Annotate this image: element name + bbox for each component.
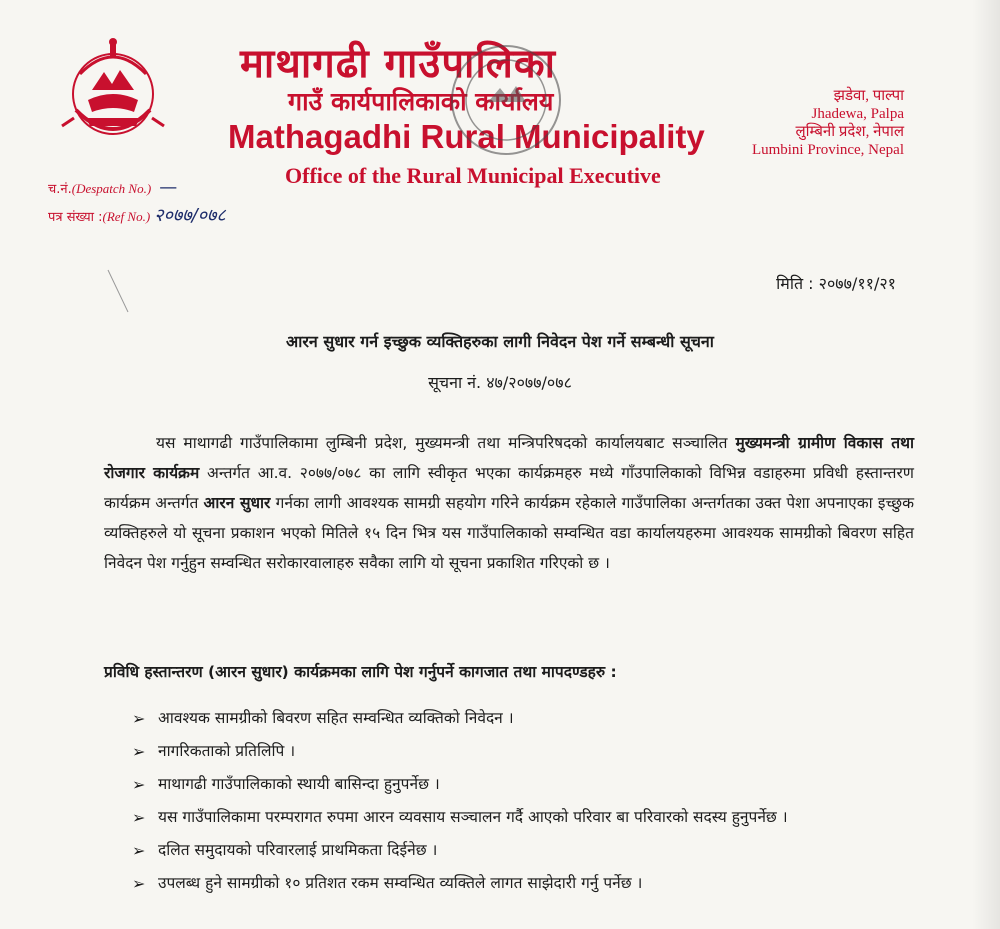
requirement-text: दलित समुदायको परिवारलाई प्राथमिकता दिईनेछ । bbox=[158, 841, 438, 859]
scan-shadow bbox=[972, 0, 1000, 929]
body-text: अन्तर्गत आ.व. २०७७/०७८ का लागि स्वीकृत भएका कार्यक्रमहरु मध्ये गाँउपालिकाको विभिन्न वडाहरुमा प्रविधी हस्तान्तरण कार्यक्रम अन्तर्गत bbox=[104, 464, 914, 512]
nepal-emblem-icon bbox=[52, 30, 174, 152]
municipality-title-english: Mathagadhi Rural Municipality bbox=[228, 118, 705, 155]
notice-body bbox=[104, 428, 914, 578]
office-subtitle-nepali: गाउँ कार्यपालिकाको कार्यालय bbox=[288, 87, 554, 116]
municipality-title-nepali: माथागढी गाउँपालिका bbox=[240, 41, 556, 87]
arrow-bullet-icon: ➢ bbox=[132, 874, 146, 893]
body-text: गर्नका लागी आवश्यक सामग्री सहयोग गरिने कार्यक्रम रहेकाले गाउँपालिका अन्तर्गतका उक्त पेशा अपनाएका इच्छुक व्यक्तिहरुले यो सूचना प्रकाशन भएको मितिले १५ दिन भित्र यस गाउँपालिकाको सम्वन्धित वडा कार्यालयहरुमा आवश्यक सामग्रीको बिवरण सहित निवेदन पेश गर्नुहुन सम्वन्धित सरोकारवालाहरु सवैका लागि यो सूचना प्रकाशित गरिएको छ । bbox=[104, 494, 914, 572]
ref-label: पत्र संख्या : bbox=[48, 210, 103, 225]
address-line: झडेवा, पाल्पा bbox=[833, 88, 904, 104]
requirements-list bbox=[132, 704, 922, 902]
list-item bbox=[132, 770, 922, 799]
body-text: यस माथागढी गाउँपालिकामा लुम्बिनी प्रदेश, मुख्यमन्त्री तथा मन्त्रिपरिषदको कार्यालयबाट सञ्चालित bbox=[156, 434, 728, 452]
address-line: लुम्बिनी प्रदेश, नेपाल bbox=[795, 124, 904, 140]
arrow-bullet-icon: ➢ bbox=[132, 808, 146, 827]
list-item bbox=[132, 869, 922, 898]
list-item bbox=[132, 704, 922, 733]
despatch-value: — bbox=[159, 177, 178, 198]
requirement-text: माथागढी गाउँपालिकाको स्थायी बासिन्दा हुनुपर्नेछ । bbox=[158, 775, 440, 793]
letter-date: मिति : २०७७/११/२१ bbox=[776, 274, 896, 293]
list-item bbox=[132, 836, 922, 865]
arrow-bullet-icon: ➢ bbox=[132, 841, 146, 860]
list-item bbox=[132, 737, 922, 766]
body-bold-aran: आरन सुधार bbox=[203, 494, 271, 512]
list-item bbox=[132, 803, 922, 832]
requirement-text: यस गाउँपालिकामा परम्परागत रुपमा आरन व्यवसाय सञ्चालन गर्दै आएको परिवार बा परिवारको सदस्य हुनुपर्नेछ । bbox=[158, 808, 788, 826]
address-line: Jhadewa, Palpa bbox=[811, 106, 904, 122]
reference-number bbox=[48, 203, 226, 227]
arrow-bullet-icon: ➢ bbox=[132, 775, 146, 794]
address-block bbox=[752, 87, 904, 159]
scan-mark-icon bbox=[106, 268, 130, 314]
arrow-bullet-icon: ➢ bbox=[132, 742, 146, 761]
notice-heading: आरन सुधार गर्न इच्छुक व्यक्तिहरुका लागी निवेदन पेश गर्ने सम्बन्धी सूचना bbox=[286, 332, 714, 351]
notice-number: सूचना नं. ४७/२०७७/०७८ bbox=[428, 373, 572, 392]
requirement-text: नागरिकताको प्रतिलिपि । bbox=[158, 742, 296, 760]
despatch-label-english: (Despatch No.) bbox=[71, 181, 152, 196]
body-bold-program: मुख्यमन्त्री ग्रामीण विकास तथा रोजगार कार्यक्रम bbox=[104, 434, 914, 482]
requirement-text: उपलब्ध हुने सामग्रीको १० प्रतिशत रकम सम्वन्धित व्यक्तिले लागत साझेदारी गर्नु पर्नेछ । bbox=[158, 874, 643, 892]
ref-value: २०७७/०७८ bbox=[154, 205, 226, 226]
office-stamp-icon bbox=[446, 40, 566, 160]
despatch-label: च.नं. bbox=[48, 182, 72, 197]
ref-label-english: (Ref No.) bbox=[102, 209, 151, 224]
arrow-bullet-icon: ➢ bbox=[132, 709, 146, 728]
despatch-number bbox=[48, 177, 177, 198]
requirement-text: आवश्यक सामग्रीको बिवरण सहित सम्वन्धित व्यक्तिको निवेदन । bbox=[158, 709, 514, 727]
requirements-heading: प्रविधि हस्तान्तरण (आरन सुधार) कार्यक्रमका लागि पेश गर्नुपर्ने कागजात तथा मापदण्डहरु : bbox=[104, 663, 617, 681]
address-line: Lumbini Province, Nepal bbox=[751, 142, 904, 158]
office-subtitle-english: Office of the Rural Municipal Executive bbox=[285, 163, 661, 188]
